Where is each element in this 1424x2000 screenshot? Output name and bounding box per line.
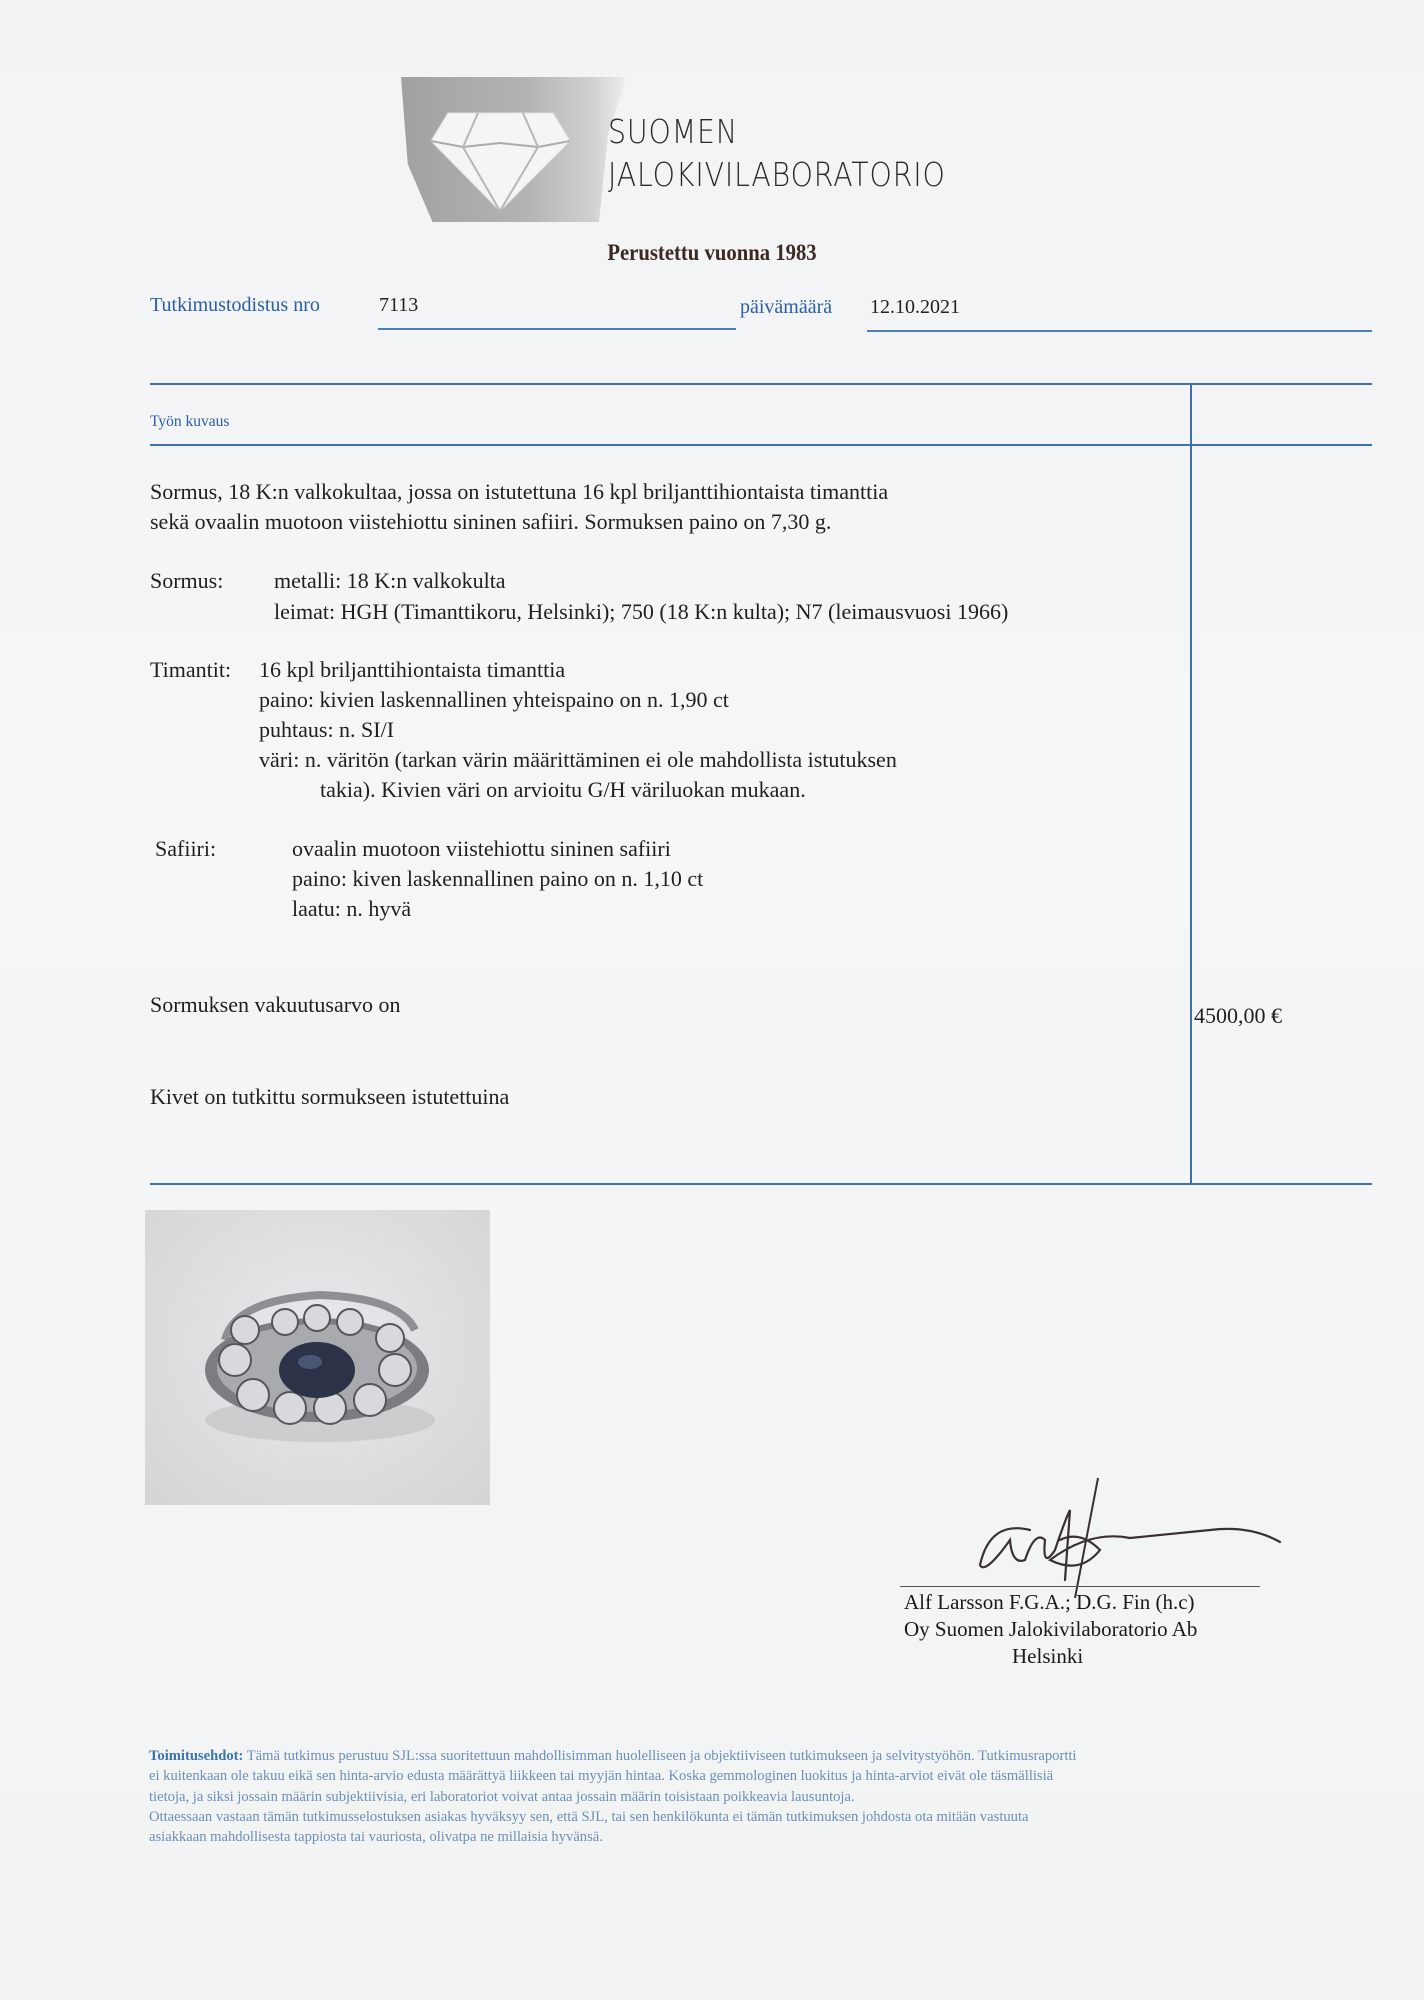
certificate-number-value: 7113 [379,294,419,316]
date-label: päivämäärä [740,296,833,318]
diamond-icon [428,105,573,215]
ring-illustration [145,1210,490,1505]
diamonds-count: 16 kpl briljanttihiontaista timanttia [259,657,566,682]
table-bottom-rule [150,1183,1372,1185]
org-name-line1: SUOMEN [608,112,738,151]
diamonds-label: Timantit: [150,657,232,682]
stones-note: Kivet on tutkittu sormukseen istutettuina [150,1084,510,1109]
ring-metal: metalli: 18 K:n valkokulta [274,568,506,593]
signatory-city: Helsinki [1012,1644,1084,1668]
table-top-rule [150,383,1372,385]
terms-line-3: tietoja, ja siksi jossain määrin subjektiivisia, eri laboratoriot voivat antaa jossain määrin toisistaan poikkeavia lausuntoja. [149,1788,855,1805]
terms-line-4: Ottaessaan vastaan tämän tutkimusselostuksen asiakas hyväksyy sen, että SJL, tai sen henkilökunta ei tämän tutkimuksen johdosta ota mitään vastuuta [149,1808,1029,1825]
insurance-label: Sormuksen vakuutusarvo on [150,992,401,1017]
ring-label: Sormus: [150,568,224,593]
org-name-line2: JALOKIVILABORATORIO [608,155,946,194]
sapphire-label: Safiiri: [155,836,217,861]
signature-scribble [950,1470,1330,1600]
sapphire-weight: paino: kiven laskennallinen paino on n. 1,10 ct [292,866,704,891]
diamonds-color-1: väri: n. väritön (tarkan värin määrittäminen ei ole mahdollista istutuksen [259,747,897,772]
table-header-rule [150,444,1372,446]
signature-line [900,1586,1260,1587]
terms-footer [149,1746,1379,1847]
terms-lead: Toimitusehdot: [149,1748,244,1764]
sapphire-cut: ovaalin muotoon viistehiottu sininen safiiri [292,836,671,861]
date-value: 12.10.2021 [870,296,960,318]
certificate-number-label: Tutkimustodistus nro [150,294,320,316]
table-header-label: Työn kuvaus [150,413,230,430]
diamonds-color-2: takia). Kivien väri on arvioitu G/H väriluokan mukaan. [320,777,806,802]
terms-line-5: asiakkaan mahdollisesta tappiosta tai vauriosta, olivatpa ne millaisia hyvänsä. [149,1829,603,1846]
terms-line-1: Toimitusehdot: Tämä tutkimus perustuu SJL:ssa suoritettuun mahdollisimman huolelliseen ja objektiiviseen tutkimukseen ja selvitystyöhön. Tutkimusraportti [149,1748,1077,1764]
description-line-1: Sormus, 18 K:n valkokultaa, jossa on istutettuna 16 kpl briljanttihiontaista timanttia [150,479,889,504]
certificate-number-underline [378,328,736,330]
terms-line-2: ei kuitenkaan ole takuu eikä sen hinta-arvio edusta määrättyä liikkeen tai myyjän hintaa. Koska gemmologinen luokitus ja hinta-arviot eivät ole täsmällisiä [149,1768,1054,1785]
signatory-name: Alf Larsson F.G.A.; D.G. Fin (h.c) [904,1590,1195,1614]
diamonds-weight: paino: kivien laskennallinen yhteispaino on n. 1,90 ct [259,687,729,712]
date-underline [867,330,1372,332]
description-line-2: sekä ovaalin muotoon viistehiottu sininen safiiri. Sormuksen paino on 7,30 g. [150,509,832,534]
ring-marks: leimat: HGH (Timanttikoru, Helsinki); 750 (18 K:n kulta); N7 (leimausvuosi 1966) [274,599,1009,624]
table-column-divider [1190,385,1192,1185]
signatory-company: Oy Suomen Jalokivilaboratorio Ab [904,1617,1198,1641]
diamonds-clarity: puhtaus: n. SI/I [259,717,395,742]
founded-text: Perustettu vuonna 1983 [607,240,817,265]
insurance-value: 4500,00 € [1194,1003,1282,1028]
ring-photo [145,1210,490,1505]
sapphire-quality: laatu: n. hyvä [292,896,412,921]
